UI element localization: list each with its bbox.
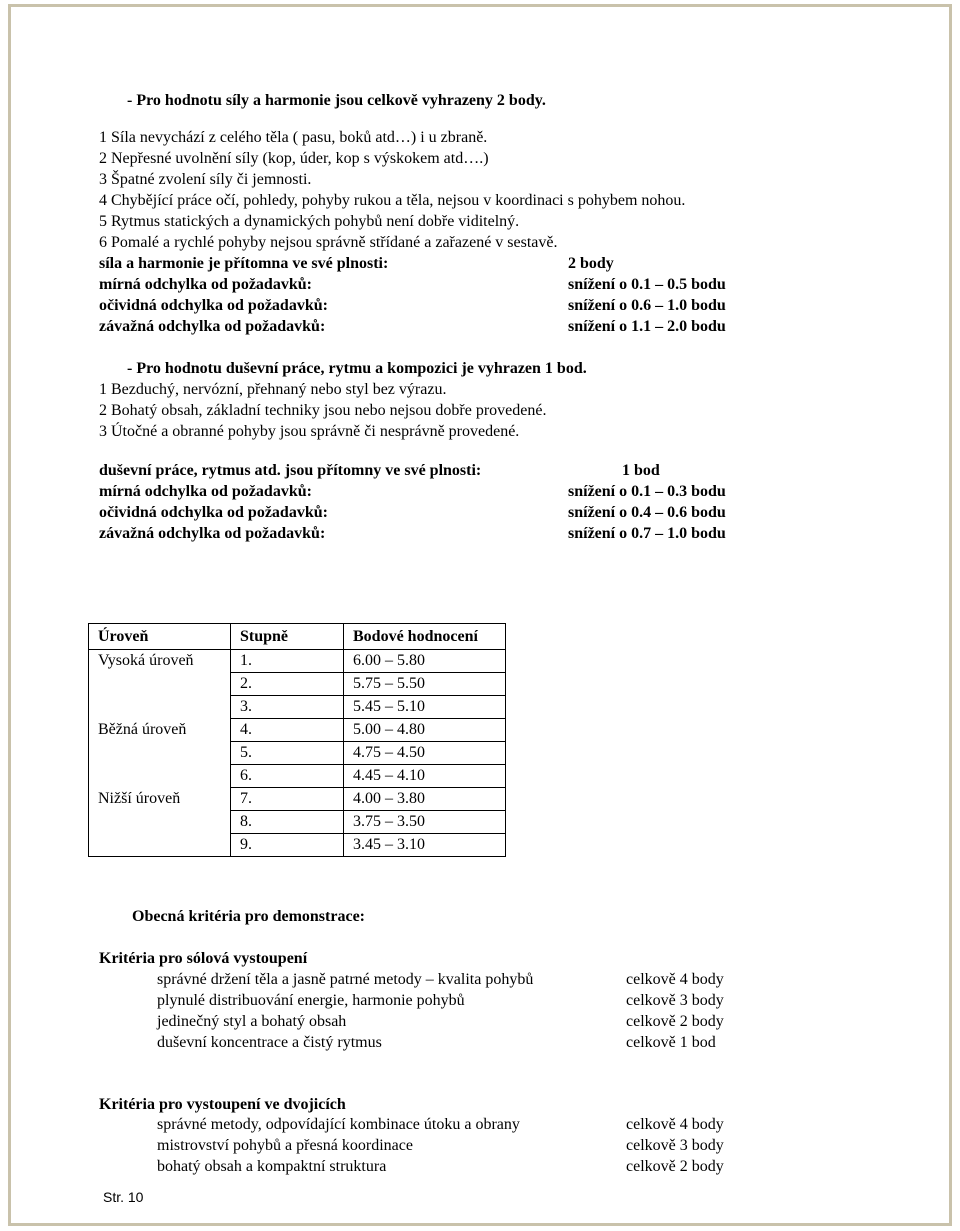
section2-score-value: snížení o 0.7 – 1.0 bodu — [568, 525, 726, 542]
section1-item: 5 Rytmus statických a dynamických pohybů není dobře viditelný. — [99, 213, 520, 230]
solo-criteria-item: správné držení těla a jasně patrné metody – kvalita pohybů — [157, 971, 534, 988]
table-cell-grade: 4. — [231, 719, 344, 742]
table-cell-points: 4.75 – 4.50 — [344, 742, 506, 765]
pairs-criteria-heading: Kritéria pro vystoupení ve dvojicích — [99, 1096, 346, 1113]
section1-score-label: mírná odchylka od požadavků: — [99, 276, 312, 293]
table-cell-grade: 2. — [231, 673, 344, 696]
table-cell-points: 5.00 – 4.80 — [344, 719, 506, 742]
table-header-grade: Stupně — [231, 624, 344, 650]
pairs-criteria-points: celkově 3 body — [626, 1137, 724, 1154]
section2-score-label: závažná odchylka od požadavků: — [99, 525, 326, 542]
table-row — [89, 834, 506, 857]
table-cell-points: 3.45 – 3.10 — [344, 834, 506, 857]
table-header-level: Úroveň — [89, 624, 231, 650]
section1-item: 6 Pomalé a rychlé pohyby nejsou správně střídané a zařazené v sestavě. — [99, 234, 558, 251]
pairs-criteria-points: celkově 4 body — [626, 1116, 724, 1133]
section1-item: 4 Chybějící práce očí, pohledy, pohyby rukou a těla, nejsou v koordinaci s pohybem nohou. — [99, 192, 686, 209]
section2-score-label: očividná odchylka od požadavků: — [99, 504, 328, 521]
table-row — [89, 673, 506, 696]
table-cell-points: 5.45 – 5.10 — [344, 696, 506, 719]
pairs-criteria-item: bohatý obsah a kompaktní struktura — [157, 1158, 387, 1175]
solo-criteria-item: jedinečný styl a bohatý obsah — [157, 1013, 347, 1030]
table-cell-level — [89, 742, 231, 765]
section1-score-value: snížení o 1.1 – 2.0 bodu — [568, 318, 726, 335]
solo-criteria-item: plynulé distribuování energie, harmonie pohybů — [157, 992, 465, 1009]
solo-criteria-item: duševní koncentrace a čistý rytmus — [157, 1034, 382, 1051]
table-cell-grade: 8. — [231, 811, 344, 834]
table-row — [89, 811, 506, 834]
table-cell-level — [89, 834, 231, 857]
section1-item: 1 Síla nevychází z celého těla ( pasu, boků atd…) i u zbraně. — [99, 129, 488, 146]
section1-score-label: závažná odchylka od požadavků: — [99, 318, 326, 335]
section2-item: 3 Útočné a obranné pohyby jsou správně či nesprávně provedené. — [99, 423, 520, 440]
solo-criteria-points: celkově 3 body — [626, 992, 724, 1009]
solo-criteria-points: celkově 1 bod — [626, 1034, 716, 1051]
table-header-points: Bodové hodnocení — [344, 624, 506, 650]
table-cell-points: 5.75 – 5.50 — [344, 673, 506, 696]
table-row — [89, 719, 506, 742]
section1-score-label: síla a harmonie je přítomna ve své plnosti: — [99, 255, 389, 272]
section2-score-label: mírná odchylka od požadavků: — [99, 483, 312, 500]
table-cell-level — [89, 696, 231, 719]
table-row — [89, 765, 506, 788]
table-cell-points: 3.75 – 3.50 — [344, 811, 506, 834]
table-row — [89, 788, 506, 811]
solo-criteria-points: celkově 2 body — [626, 1013, 724, 1030]
general-criteria-heading: Obecná kritéria pro demonstrace: — [132, 908, 365, 925]
section1-item: 3 Špatné zvolení síly či jemnosti. — [99, 171, 312, 188]
section1-score-label: očividná odchylka od požadavků: — [99, 297, 328, 314]
section2-score-label: duševní práce, rytmus atd. jsou přítomny ve své plnosti: — [99, 462, 482, 479]
table-cell-grade: 3. — [231, 696, 344, 719]
solo-criteria-heading: Kritéria pro sólová vystoupení — [99, 950, 308, 967]
table-cell-level: Běžná úroveň — [89, 719, 231, 742]
solo-criteria-points: celkově 4 body — [626, 971, 724, 988]
section1-score-value: snížení o 0.6 – 1.0 bodu — [568, 297, 726, 314]
section2-item: 1 Bezduchý, nervózní, přehnaný nebo styl bez výrazu. — [99, 381, 447, 398]
section2-score-value: snížení o 0.4 – 0.6 bodu — [568, 504, 726, 521]
section2-item: 2 Bohatý obsah, základní techniky jsou nebo nejsou dobře provedené. — [99, 402, 547, 419]
pairs-criteria-item: mistrovství pohybů a přesná koordinace — [157, 1137, 413, 1154]
table-cell-level: Nižší úroveň — [89, 788, 231, 811]
table-cell-grade: 5. — [231, 742, 344, 765]
table-cell-grade: 6. — [231, 765, 344, 788]
section1-score-value: snížení o 0.1 – 0.5 bodu — [568, 276, 726, 293]
table-cell-grade: 1. — [231, 650, 344, 673]
levels-table — [88, 623, 506, 857]
table-cell-level — [89, 765, 231, 788]
table-row — [89, 742, 506, 765]
table-cell-points: 4.00 – 3.80 — [344, 788, 506, 811]
section2-score-value: snížení o 0.1 – 0.3 bodu — [568, 483, 726, 500]
table-cell-level — [89, 811, 231, 834]
section2-score-value: 1 bod — [622, 462, 660, 479]
table-cell-grade: 7. — [231, 788, 344, 811]
table-cell-points: 6.00 – 5.80 — [344, 650, 506, 673]
table-row — [89, 696, 506, 719]
section1-score-value: 2 body — [568, 255, 614, 272]
table-header-row — [89, 624, 506, 650]
pairs-criteria-item: správné metody, odpovídající kombinace útoku a obrany — [157, 1116, 520, 1133]
page-number: Str. 10 — [103, 1189, 144, 1205]
table-cell-points: 4.45 – 4.10 — [344, 765, 506, 788]
table-row — [89, 650, 506, 673]
table-cell-level — [89, 673, 231, 696]
section1-heading: - Pro hodnotu síly a harmonie jsou celkově vyhrazeny 2 body. — [127, 92, 546, 109]
pairs-criteria-points: celkově 2 body — [626, 1158, 724, 1175]
table-cell-grade: 9. — [231, 834, 344, 857]
section1-item: 2 Nepřesné uvolnění síly (kop, úder, kop s výskokem atd….) — [99, 150, 489, 167]
section2-heading: - Pro hodnotu duševní práce, rytmu a kompozici je vyhrazen 1 bod. — [127, 360, 587, 377]
table-cell-level: Vysoká úroveň — [89, 650, 231, 673]
